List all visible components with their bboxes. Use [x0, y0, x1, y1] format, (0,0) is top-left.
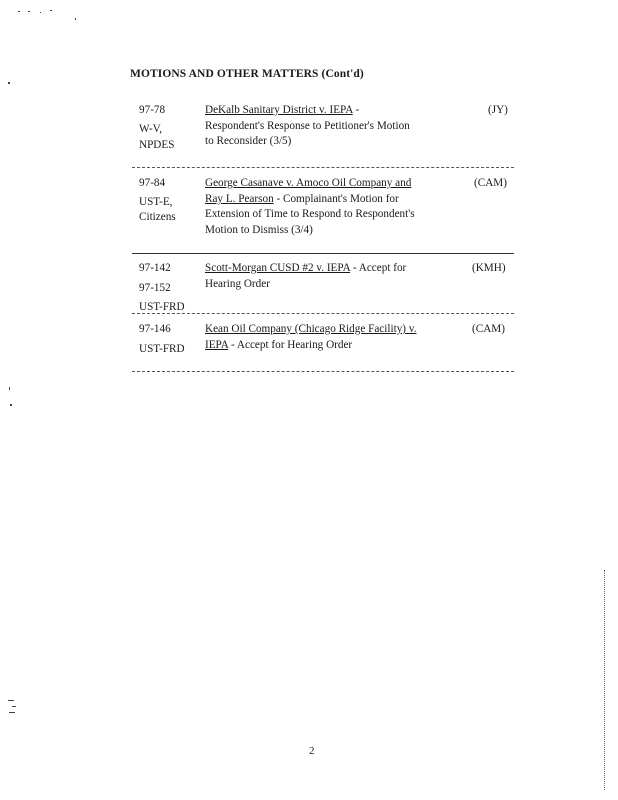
- divider-rule: [132, 253, 514, 254]
- case-number: 97-146: [139, 323, 171, 335]
- scan-speck: [8, 82, 10, 84]
- scan-speck: [8, 700, 14, 701]
- case-caption: George Casanave v. Amoco Oil Company and Ray L. Pearson - Complainant's Motion for Extension of Time to Respond to Respondent's Motion to Dismiss (3/4): [205, 177, 415, 236]
- assigned-initials: (CAM): [474, 177, 507, 189]
- case-title: George Casanave v. Amoco Oil Company and: [205, 177, 412, 189]
- case-number: 97-152: [139, 282, 171, 294]
- scan-speck: [28, 11, 30, 12]
- case-number: 97-142: [139, 262, 171, 274]
- case-category: UST-FRD: [139, 343, 185, 355]
- case-category: NPDES: [139, 139, 175, 151]
- case-number: 97-84: [139, 177, 166, 189]
- scan-speck: [18, 11, 20, 12]
- case-category: Citizens: [139, 211, 176, 223]
- section-heading: MOTIONS AND OTHER MATTERS (Cont'd): [130, 68, 364, 80]
- scan-speck: [75, 18, 76, 20]
- case-caption: DeKalb Sanitary District v. IEPA - Respondent's Response to Petitioner's Motion to Reconsider (3/5): [205, 104, 410, 148]
- scan-speck: [40, 12, 41, 13]
- case-category: W-V,: [139, 123, 163, 135]
- scan-speck: [10, 404, 12, 406]
- case-title: IEPA: [205, 338, 229, 351]
- case-category: UST-FRD: [139, 301, 185, 313]
- case-title: Kean Oil Company (Chicago Ridge Facility) v.: [205, 323, 417, 335]
- assigned-initials: (CAM): [472, 323, 505, 335]
- case-caption: Kean Oil Company (Chicago Ridge Facility) v. IEPA - Accept for Hearing Order: [205, 323, 417, 351]
- scan-speck: [9, 712, 15, 713]
- assigned-initials: (KMH): [472, 262, 506, 274]
- case-category: UST-E,: [139, 196, 173, 208]
- scan-speck: [9, 387, 10, 390]
- assigned-initials: (JY): [488, 104, 508, 116]
- divider-rule: [132, 167, 514, 168]
- case-number: 97-78: [139, 104, 166, 116]
- scan-edge-line: [604, 570, 605, 790]
- case-caption: Scott-Morgan CUSD #2 v. IEPA - Accept for Hearing Order: [205, 262, 407, 290]
- case-title: DeKalb Sanitary District v. IEPA: [205, 104, 353, 116]
- divider-rule: [132, 313, 514, 314]
- page-number: 2: [309, 745, 315, 757]
- scan-speck: [12, 706, 16, 707]
- divider-rule: [132, 371, 514, 372]
- case-title: Ray L. Pearson: [205, 192, 274, 205]
- scan-speck: [50, 10, 52, 11]
- case-title: Scott-Morgan CUSD #2 v. IEPA: [205, 262, 351, 274]
